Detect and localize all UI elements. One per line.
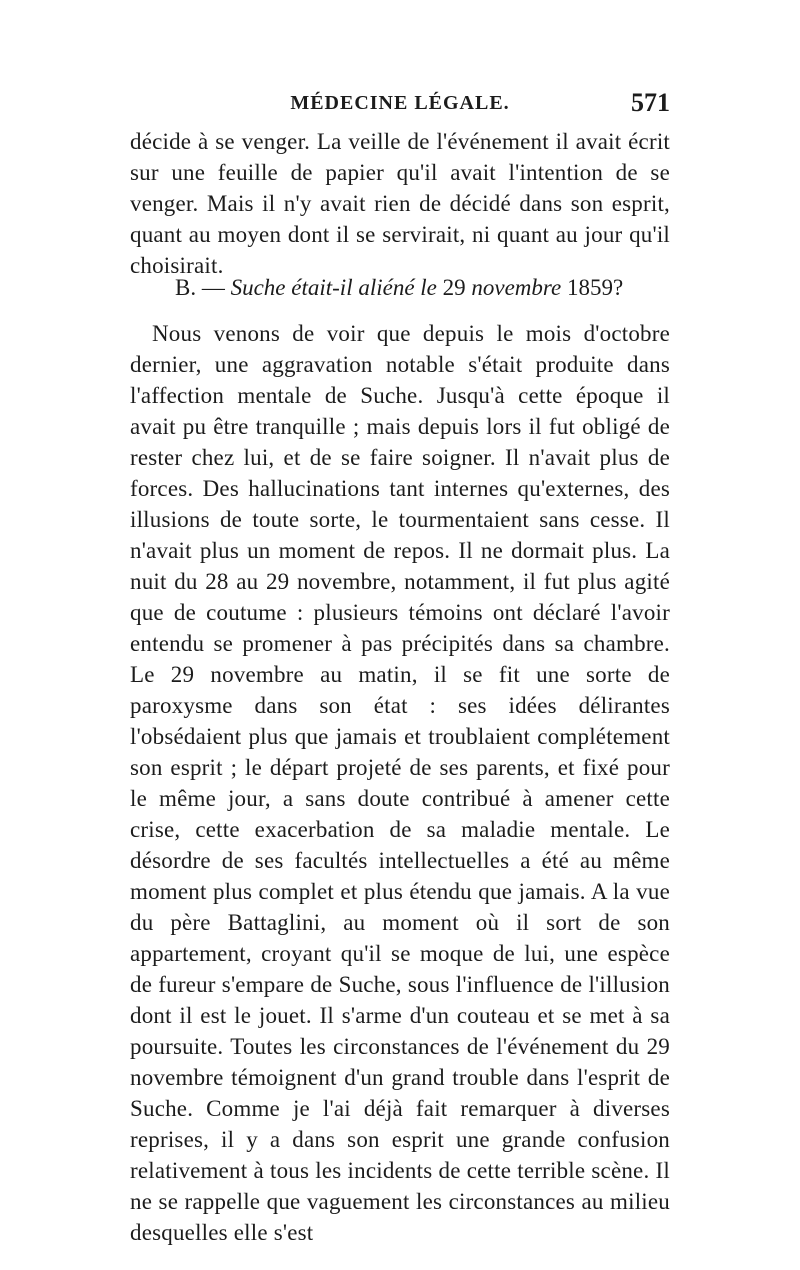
section-month: novembre	[471, 275, 562, 300]
paragraph-text: décide à se venger. La veille de l'événement il avait écrit sur une feuille de papier qu'il avait l'intention de se venger. Mais il n'y avait rien de décidé dans son esprit, quant au moyen dont il se servirait, ni quant au jour qu'il choisirait.	[130, 129, 670, 278]
running-head	[130, 88, 670, 122]
section-label: B.	[175, 275, 197, 300]
running-title: MÉDECINE LÉGALE.	[290, 92, 510, 114]
paragraph-continuation	[130, 126, 670, 281]
section-day: 29	[442, 275, 466, 300]
paragraph-text: Nous venons de voir que depuis le mois d'octobre dernier, une aggravation notable s'était produite dans l'affection mentale de Suche. Jusqu'à cette époque il avait pu être tranquille ; mais depuis lors il fut obligé de rester chez lui, et de se faire soigner. Il n'avait plus de forces. Des hallucinations tant internes qu'externes, des illusions de toute sorte, le tourmentaient sans cesse. Il n'avait plus un moment de repos. Il ne dormait plus. La nuit du 28 au 29 novembre, notamment, il fut plus agité que de coutume : plusieurs témoins ont déclaré l'avoir entendu se promener à pas précipités dans sa chambre. Le 29 novembre au matin, il se fit une sorte de paroxysme dans son état : ses idées délirantes l'obsédaient plus que jamais et troublaient complétement son esprit ; le départ projeté de ses parents, et fixé pour le même jour, a sans doute contribué à amener cette crise, cette exacerbation de sa maladie mentale. Le désordre de ses facultés intellectuelles a été au même moment plus complet et plus étendu que jamais. A la vue du père Battaglini, au moment où il sort de son appartement, croyant qu'il se moque de lui, une espèce de fureur s'empare de Suche, sous l'influence de l'illusion dont il est le jouet. Il s'arme d'un couteau et se met à sa poursuite. Toutes les circonstances de l'événement du 29 novembre témoignent d'un grand trouble dans l'esprit de Suche. Comme je l'ai déjà fait remarquer à diverses reprises, il y a dans son esprit une grande confusion relativement à tous les incidents de cette terrible scène. Il ne se rappelle que vaguement les circonstances au milieu desquelles elle s'est	[130, 321, 670, 1245]
section-dash: —	[201, 275, 225, 300]
section-question: Suche était-il aliéné le	[230, 275, 437, 300]
section-year: 1859?	[566, 275, 624, 300]
page-number: 571	[631, 88, 670, 117]
section-heading	[175, 272, 623, 303]
paragraph-main	[130, 318, 670, 1248]
